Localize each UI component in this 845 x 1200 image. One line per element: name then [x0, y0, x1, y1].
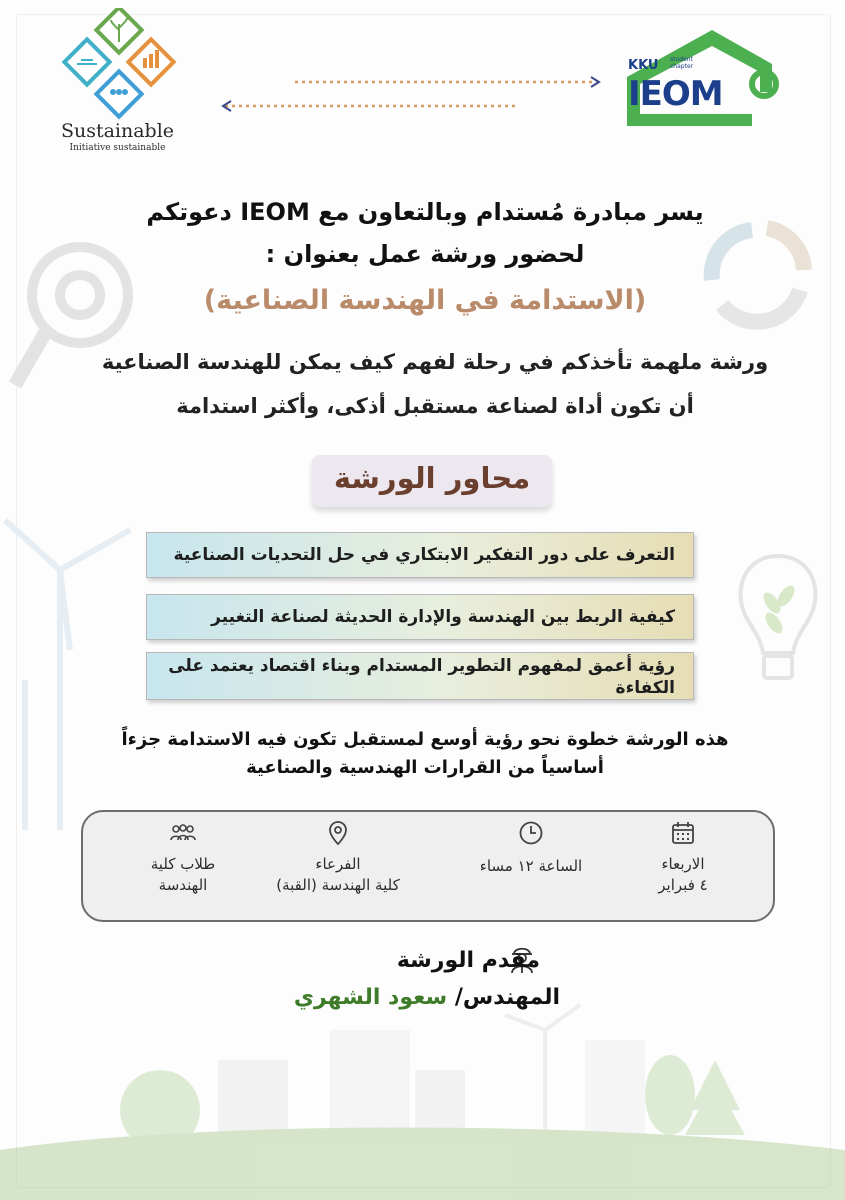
presenter-name: سعود الشهري [293, 985, 448, 1010]
event-audience [98, 820, 268, 896]
event-audience-line1: طلاب كلية [150, 855, 216, 873]
sustainable-logo-subtitle: Initiative sustainable [69, 143, 166, 153]
event-location [253, 820, 423, 896]
axis-item: التعرف على دور التفكير الابتكاري في حل التحديات الصناعية [146, 532, 694, 578]
event-date-day: الاربعاء [661, 855, 705, 873]
axis-item: رؤية أعمق لمفهوم التطوير المستدام وبناء اقتصاد يعتمد على الكفاءة [146, 652, 694, 700]
workshop-summary: هذه الورشة خطوة نحو رؤية أوسع لمستقبل تكون فيه الاستدامة جزءاً أساسياً من القرارات الهندسية والصناعية [121, 729, 729, 778]
group-icon [170, 820, 196, 846]
event-audience-line2: الهندسة [158, 876, 208, 894]
event-location-area: الفرعاء [315, 855, 361, 873]
sustainable-emblem-icon [55, 8, 180, 120]
collaboration-arrows [215, 72, 605, 116]
event-time [446, 820, 616, 877]
city-landscape-decoration [0, 1000, 845, 1200]
axes-heading: محاور الورشة [333, 461, 531, 495]
sustainable-logo-name: Sustainable [60, 120, 175, 142]
sustainable-logo [55, 8, 180, 158]
ieom-logo [622, 22, 782, 130]
ieom-student-chapter: student chapter [670, 56, 694, 70]
calendar-icon [670, 820, 696, 846]
workshop-description: ورشة ملهمة تأخذكم في رحلة لفهم كيف يمكن للهندسة الصناعية أن تكون أداة لصناعة مستقبل أذكى، وأكثر استدامة [101, 350, 769, 418]
axis-item: كيفية الربط بين الهندسة والإدارة الحديثة لصناعة التغيير [146, 594, 694, 640]
lightbulb-decoration [728, 548, 828, 698]
axes-heading-box [312, 455, 552, 507]
ieom-logo-text: IEOM [628, 74, 723, 114]
workshop-title: (الاستدامة في الهندسة الصناعية) [203, 285, 647, 316]
event-details-box [81, 810, 775, 922]
clock-icon [518, 820, 544, 846]
ieom-kku-label: KKU [628, 58, 659, 73]
presenter-title: المهندس/ [454, 985, 560, 1010]
event-date-value: ٤ فبراير [658, 876, 708, 894]
event-location-place: كلية الهندسة (القبة) [276, 876, 400, 894]
presenter-heading: مقدم الورشة [396, 948, 540, 973]
wind-turbines-decoration [0, 510, 150, 830]
intro-line-2: لحضور ورشة عمل بعنوان : [265, 240, 585, 268]
presenter-line [280, 985, 560, 1010]
intro-line-1: يسر مبادرة مُستدام وبالتعاون مع IEOM دعوتكم [146, 198, 704, 226]
event-time-value: الساعة ١٢ مساء [479, 857, 583, 875]
event-date [598, 820, 768, 896]
location-pin-icon [325, 820, 351, 846]
